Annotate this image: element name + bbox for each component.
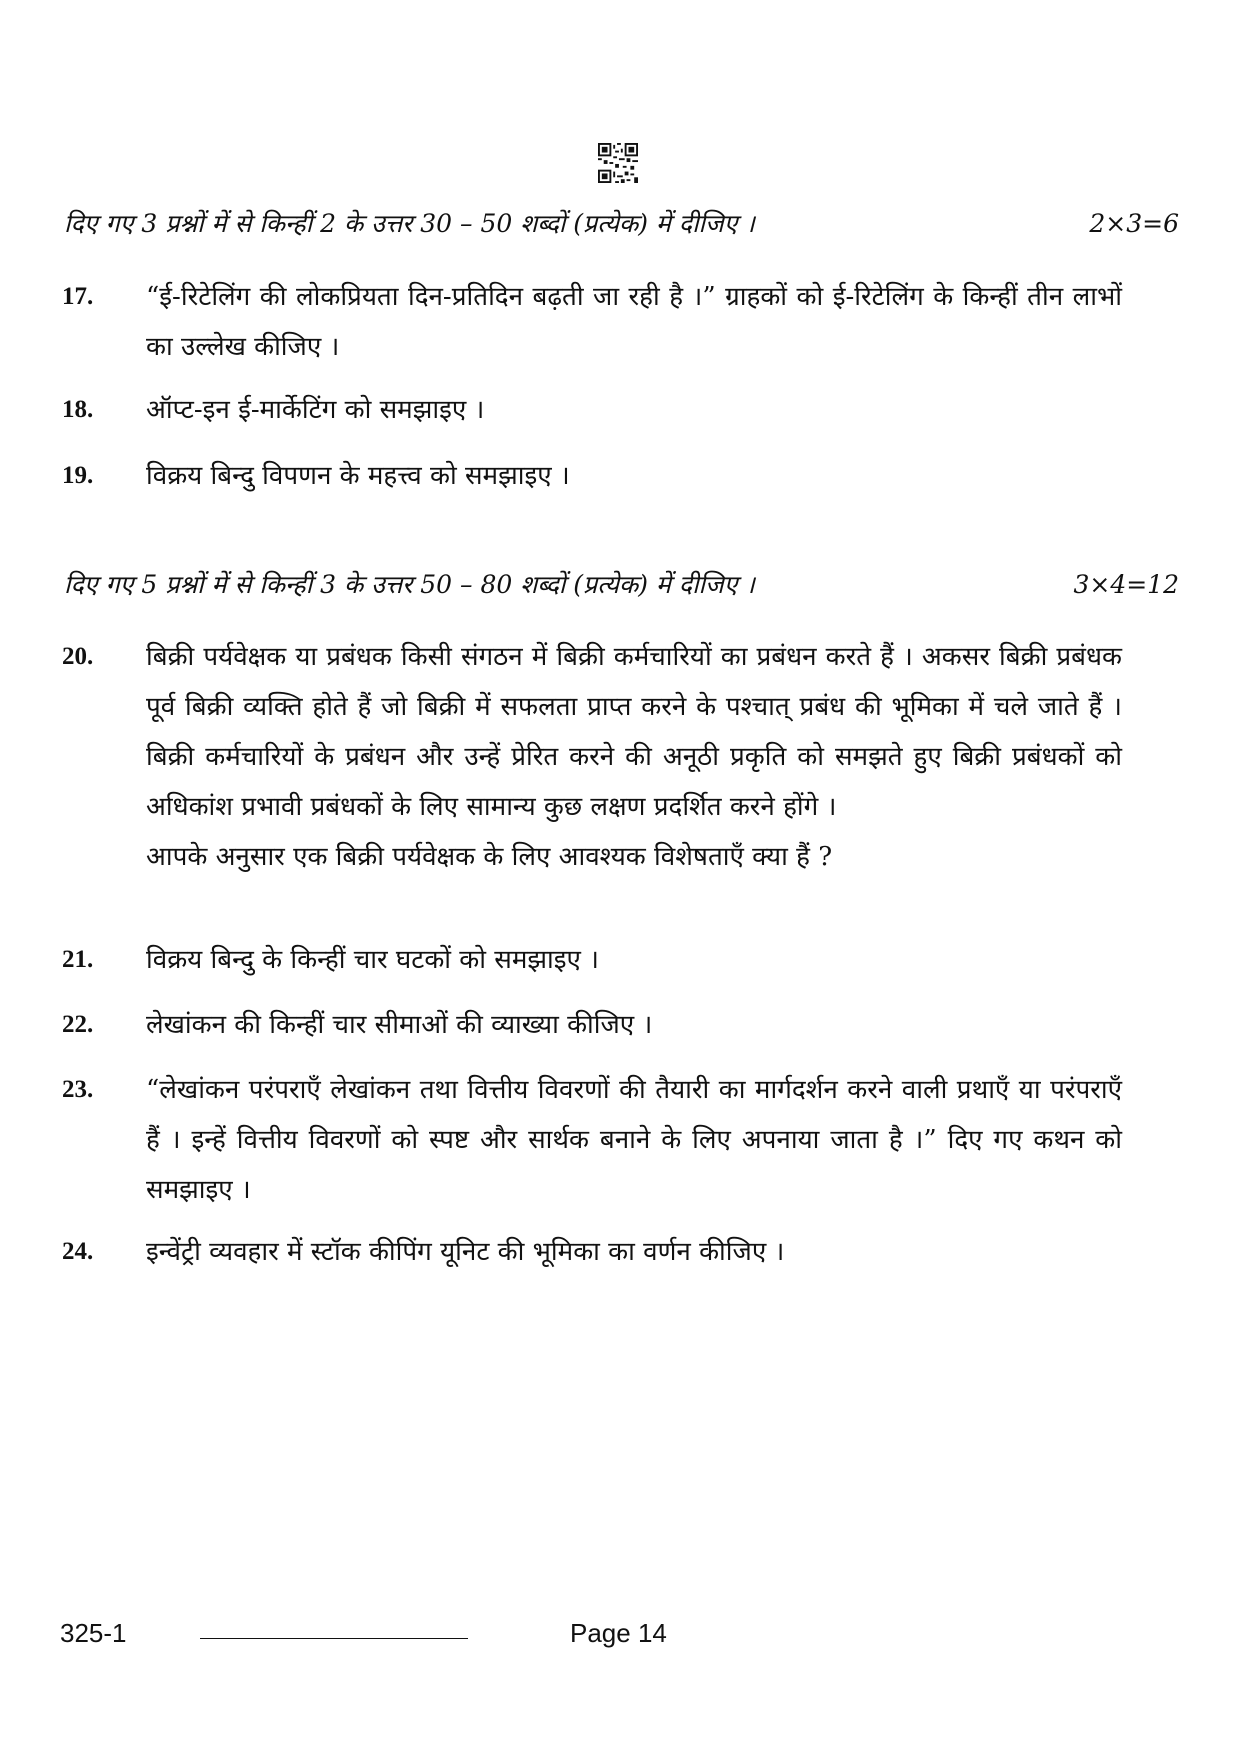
question-20: [62, 632, 1122, 882]
question-text: ऑप्ट-इन ई-मार्केटिंग को समझाइए ।: [146, 395, 485, 425]
section-1-marks: 2×3=6: [1089, 208, 1179, 238]
question-22: [62, 1000, 1122, 1050]
page-number: Page 14: [570, 1618, 667, 1648]
section-1-instruction: [64, 203, 1179, 243]
question-number: 19.: [62, 462, 94, 489]
question-number: 20.: [62, 643, 94, 670]
question-19: [62, 451, 1122, 501]
question-23: [62, 1065, 1122, 1215]
question-number: 22.: [62, 1011, 94, 1038]
qr-code-icon: [598, 143, 638, 183]
page-footer: [60, 1618, 1181, 1658]
question-text: इन्वेंट्री व्यवहार में स्टॉक कीपिंग यूनिट की भूमिका का वर्णन कीजिए ।: [146, 1237, 785, 1267]
question-number: 18.: [62, 396, 94, 423]
section-2-marks: 3×4=12: [1073, 569, 1179, 599]
question-number: 24.: [62, 1238, 94, 1265]
section-2-instruction: [64, 564, 1179, 604]
question-text: विक्रय बिन्दु विपणन के महत्त्व को समझाइए ।: [146, 461, 570, 491]
footer-divider: [200, 1638, 468, 1639]
section-2-instruction-text: दिए गए 5 प्रश्नों में से किन्हीं 3 के उत्तर 50 – 80 शब्दों (प्रत्येक) में दीजिए ।: [64, 570, 755, 599]
question-passage: बिक्री पर्यवेक्षक या प्रबंधक किसी संगठन में बिक्री कर्मचारियों का प्रबंधन करते हैं । अकसर बिक्री प्रबंधक पूर्व बिक्री व्यक्ति होते हैं जो बिक्री में सफलता प्राप्त करने के पश्चात् प्रबंध की भूमिका में चले जाते हैं । बिक्री कर्मचारियों के प्रबंधन और उन्हें प्रेरित करने की अनूठी प्रकृति को समझते हुए बिक्री प्रबंधकों को अधिकांश प्रभावी प्रबंधकों के लिए सामान्य कुछ लक्षण प्रदर्शित करने होंगे ।: [146, 642, 1122, 822]
question-21: [62, 935, 1122, 985]
section-1-instruction-text: दिए गए 3 प्रश्नों में से किन्हीं 2 के उत्तर 30 – 50 शब्दों (प्रत्येक) में दीजिए ।: [64, 209, 755, 238]
question-number: 23.: [62, 1076, 94, 1103]
question-number: 17.: [62, 283, 94, 310]
question-17: [62, 272, 1122, 372]
question-24: [62, 1227, 1122, 1277]
question-text: [146, 632, 1122, 882]
question-18: [62, 385, 1122, 435]
question-text: “ई-रिटेलिंग की लोकप्रियता दिन-प्रतिदिन बढ़ती जा रही है ।” ग्राहकों को ई-रिटेलिंग के किन्हीं तीन लाभों का उल्लेख कीजिए ।: [146, 282, 1122, 362]
question-number: 21.: [62, 946, 94, 973]
question-text: “लेखांकन परंपराएँ लेखांकन तथा वित्तीय विवरणों की तैयारी का मार्गदर्शन करने वाली प्रथाएँ या परंपराएँ हैं । इन्हें वित्तीय विवरणों को स्पष्ट और सार्थक बनाने के लिए अपनाया जाता है ।” दिए गए कथन को समझाइए ।: [146, 1075, 1122, 1205]
question-text: विक्रय बिन्दु के किन्हीं चार घटकों को समझाइए ।: [146, 945, 600, 975]
question-prompt: आपके अनुसार एक बिक्री पर्यवेक्षक के लिए आवश्यक विशेषताएँ क्या हैं ?: [146, 842, 833, 872]
question-text: लेखांकन की किन्हीं चार सीमाओं की व्याख्या कीजिए ।: [146, 1010, 653, 1040]
paper-code: 325-1: [60, 1618, 127, 1648]
